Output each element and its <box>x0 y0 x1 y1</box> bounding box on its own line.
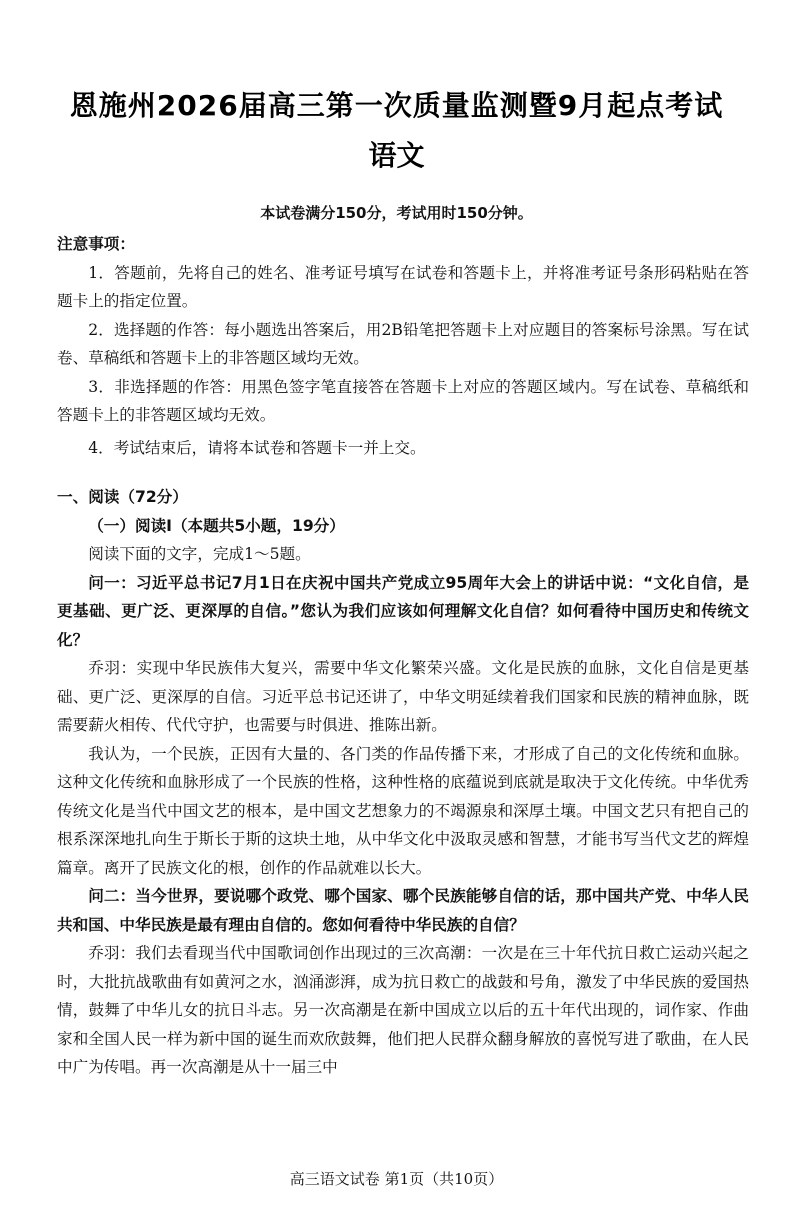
question-2: 问二：当今世界，要说哪个政党、哪个国家、哪个民族能够自信的话，那中国共产党、中华人民共和国、中华民族是最有理由自信的。您如何看待中华民族的自信？ <box>57 887 749 934</box>
answer-2-paragraph-1: 乔羽：我们去看现当代中国歌词创作出现过的三次高潮：一次是在三十年代抗日救亡运动兴起之时，大批抗战歌曲有如黄河之水，汹涌澎湃，成为抗日救亡的战鼓和号角，激发了中华民族的爱国热情，鼓舞了中华儿女的抗日斗志。另一次高潮是在新中国成立以后的五十年代出现的，词作家、作曲家和全国人民一样为新中国的诞生而欢欣鼓舞，他们把人民群众翻身解放的喜悦写进了歌曲，在人民中广为传唱。再一次高潮是从十一届三中 <box>57 944 749 1076</box>
notice-item-4: 4．考试结束后，请将本试卷和答题卡一并上交。 <box>88 438 426 457</box>
page-footer: 高三语文试卷 第1页（共10页） <box>289 1170 504 1188</box>
notice-heading: 注意事项： <box>57 235 135 253</box>
section-title: 一、阅读（72分） <box>57 488 188 506</box>
notice-item-2: 2．选择题的作答：每小题选出答案后，用2B铅笔把答题卡上对应题目的答案标号涂黑。写在试卷、草稿纸和答题卡上的非答题区域均无效。 <box>57 320 749 367</box>
subject-title: 语文 <box>368 139 425 172</box>
notice-item-3: 3．非选择题的作答：用黑色签字笔直接答在答题卡上对应的答题区域内。写在试卷、草稿纸和答题卡上的非答题区域均无效。 <box>57 377 749 424</box>
question-1: 问一：习近平总书记7月1日在庆祝中国共产党成立95周年大会上的讲话中说：“文化自信，是更基础、更广泛、更深厚的自信。”您认为我们应该如何理解文化自信？如何看待中国历史和传统文化？ <box>57 573 749 649</box>
answer-1-paragraph-2: 我认为，一个民族，正因有大量的、各门类的作品传播下来，才形成了自己的文化传统和血脉。这种文化传统和血脉形成了一个民族的性格，这种性格的底蕴说到底就是取决于文化传统。中华优秀传统文化是当代中国文艺的根本，是中国文艺想象力的不竭源泉和深厚土壤。中国文艺只有把自己的根系深深地扎向生于斯长于斯的这块土地，从中华文化中汲取灵感和智慧，才能书写当代文艺的辉煌篇章。离开了民族文化的根，创作的作品就难以长大。 <box>57 744 749 877</box>
answer-1-paragraph-1: 乔羽：实现中华民族伟大复兴，需要中华文化繁荣兴盛。文化是民族的血脉，文化自信是更基础、更广泛、更深厚的自信。习近平总书记还讲了，中华文明延续着我们国家和民族的精神血脉，既需要薪火相传、代代守护，也需要与时俱进、推陈出新。 <box>57 659 749 734</box>
notice-item-1: 1．答题前，先将自己的姓名、准考证号填写在试卷和答题卡上，并将准考证号条形码粘贴在答题卡上的指定位置。 <box>57 263 749 310</box>
reading-instruction: 阅读下面的文字，完成1～5题。 <box>88 545 311 563</box>
exam-title: 恩施州2026届高三第一次质量监测暨9月起点考试 <box>69 89 724 122</box>
reading-section <box>57 483 749 1082</box>
exam-info: 本试卷满分150分，考试用时150分钟。 <box>260 204 533 222</box>
subsection-title: （一）阅读Ⅰ（本题共5小题，19分） <box>88 516 345 535</box>
notice-section <box>57 230 749 462</box>
